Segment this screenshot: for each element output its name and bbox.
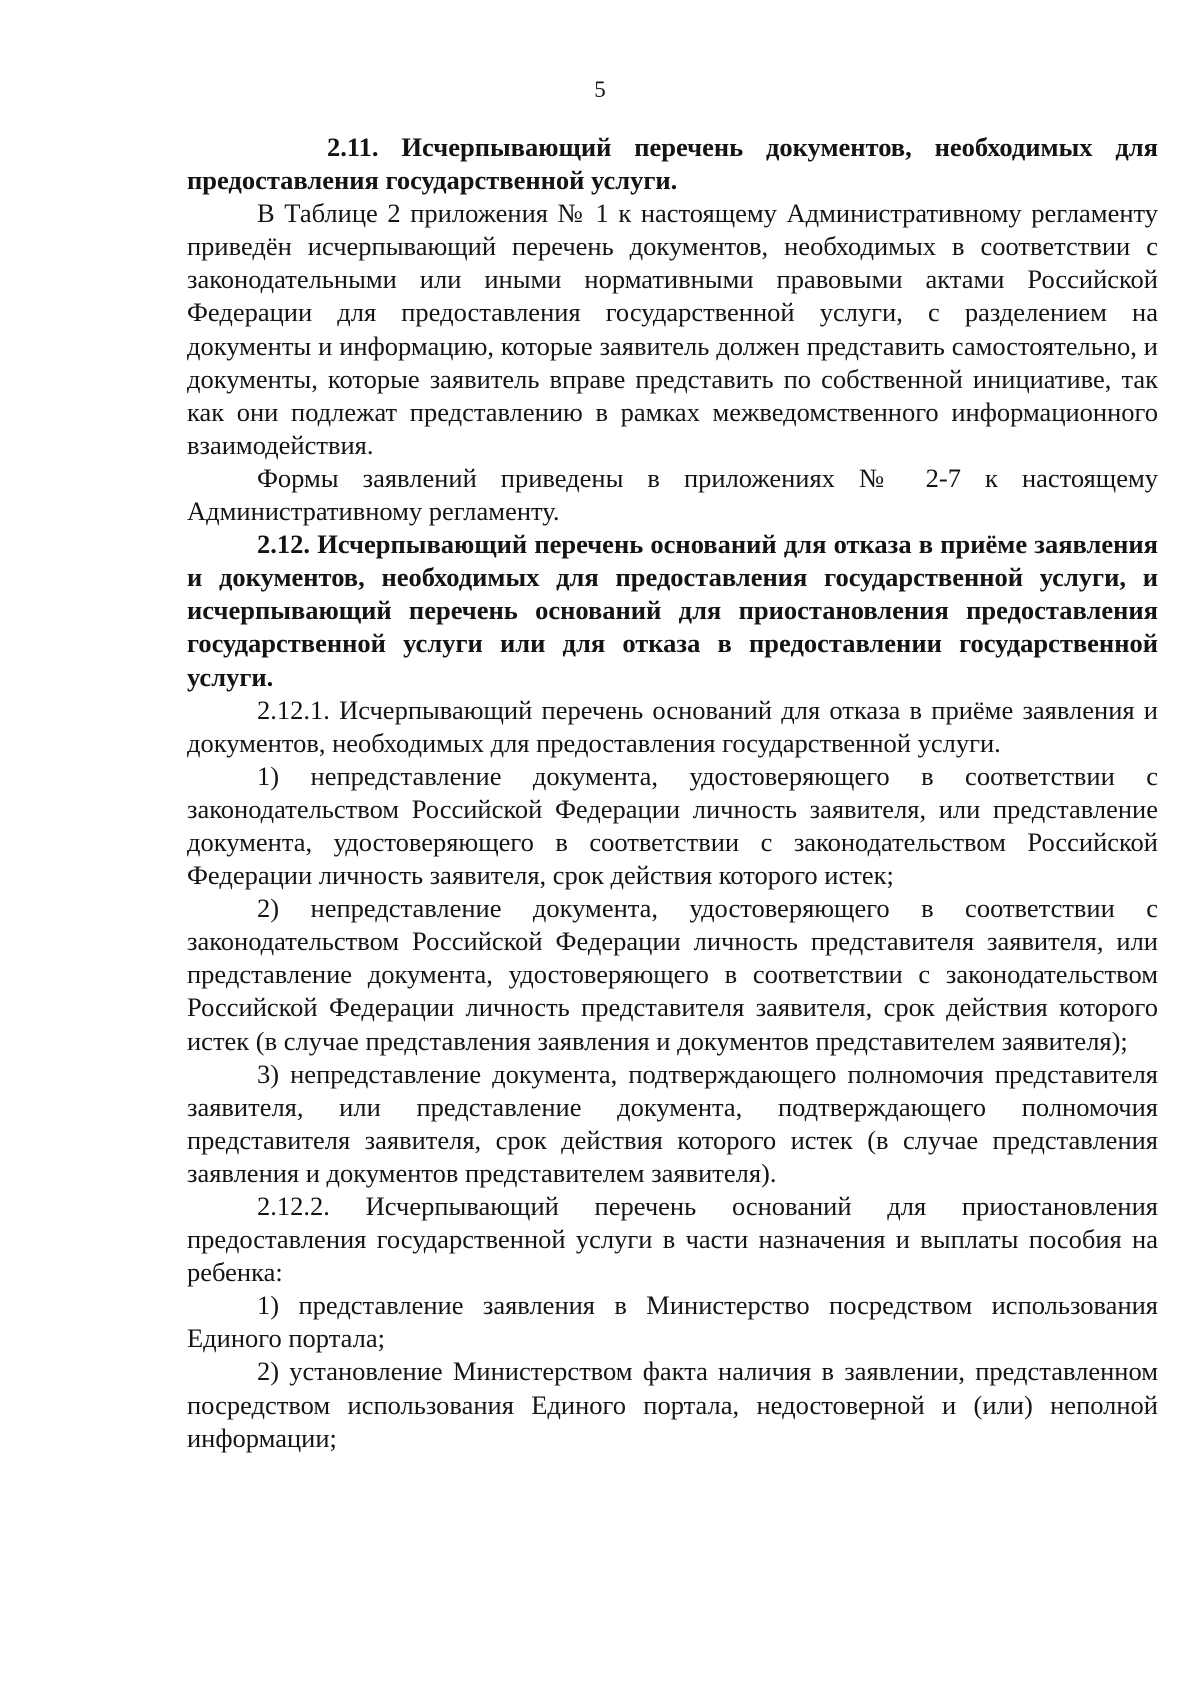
paragraph: В Таблице 2 приложения № 1 к настоящему Административному регламенту приведён исчерпывающий перечень документов, необходимых в соответствии с законодательными или иными нормативными правовыми актами Российской Федерации для предоставления государственной услуги, с разделением на документы и информацию, которые заявитель должен представить самостоятельно, и документы, которые заявитель вправе представить по собственной инициативе, так как они подлежат представлению в рамках межведомственного информационного взаимодействия. <box>187 198 1158 460</box>
section-number: 2.12. <box>257 529 310 560</box>
paragraph: Формы заявлений приведены в приложениях № 2-7 к настоящему Административному регламенту. <box>187 462 1158 527</box>
section-title: Исчерпывающий перечень оснований для отказа в приёме заявления и документов, необходимых для предоставления государственной услуги, и исчерпывающий перечень оснований для приостановления предоставления государственной услуги или для отказа в предоставлении государственной услуги. <box>187 529 1159 692</box>
list-item: 1) непредставление документа, удостоверяющего в соответствии с законодательством Российской Федерации личность заявителя, или представление документа, удостоверяющего в соответствии с законодательством Российской Федерации личность заявителя, срок действия которого истек; <box>187 760 1158 891</box>
list-item: 3) непредставление документа, подтверждающего полномочия представителя заявителя, или представление документа, подтверждающего полномочия представителя заявителя, срок действия которого истек (в случае представления заявления и документов представителем заявителя). <box>187 1058 1158 1188</box>
list-item: 2) непредставление документа, удостоверяющего в соответствии с законодательством Российской Федерации личность представителя заявителя, или представление документа, удостоверяющего в соответствии с законодательством Российской Федерации личность представителя заявителя, срок действия которого истек (в случае представления заявления и документов представителем заявителя); <box>187 893 1158 1056</box>
list-item: 2) установление Министерством факта наличия в заявлении, представленном посредством использования Единого портала, недостоверной и (или) неполной информации; <box>187 1356 1158 1453</box>
list-item: 1) представление заявления в Министерство посредством использования Единого портала; <box>187 1290 1158 1354</box>
page-number: 5 <box>594 77 606 102</box>
subsection-paragraph: 2.12.2. Исчерпывающий перечень оснований для приостановления предоставления государственной услуги в части назначения и выплаты пособия на ребенка: <box>187 1191 1158 1288</box>
section-heading-2-11 <box>187 131 1158 197</box>
section-title: Исчерпывающий перечень документов, необходимых для предоставления государственной услуги. <box>187 132 1158 196</box>
subsection-paragraph: 2.12.1. Исчерпывающий перечень оснований для отказа в приёме заявления и документов, необходимых для предоставления государственной услуги. <box>187 694 1158 758</box>
section-heading-2-12 <box>187 528 1158 693</box>
document-body <box>187 131 1158 1455</box>
section-number: 2.11. <box>327 132 379 162</box>
